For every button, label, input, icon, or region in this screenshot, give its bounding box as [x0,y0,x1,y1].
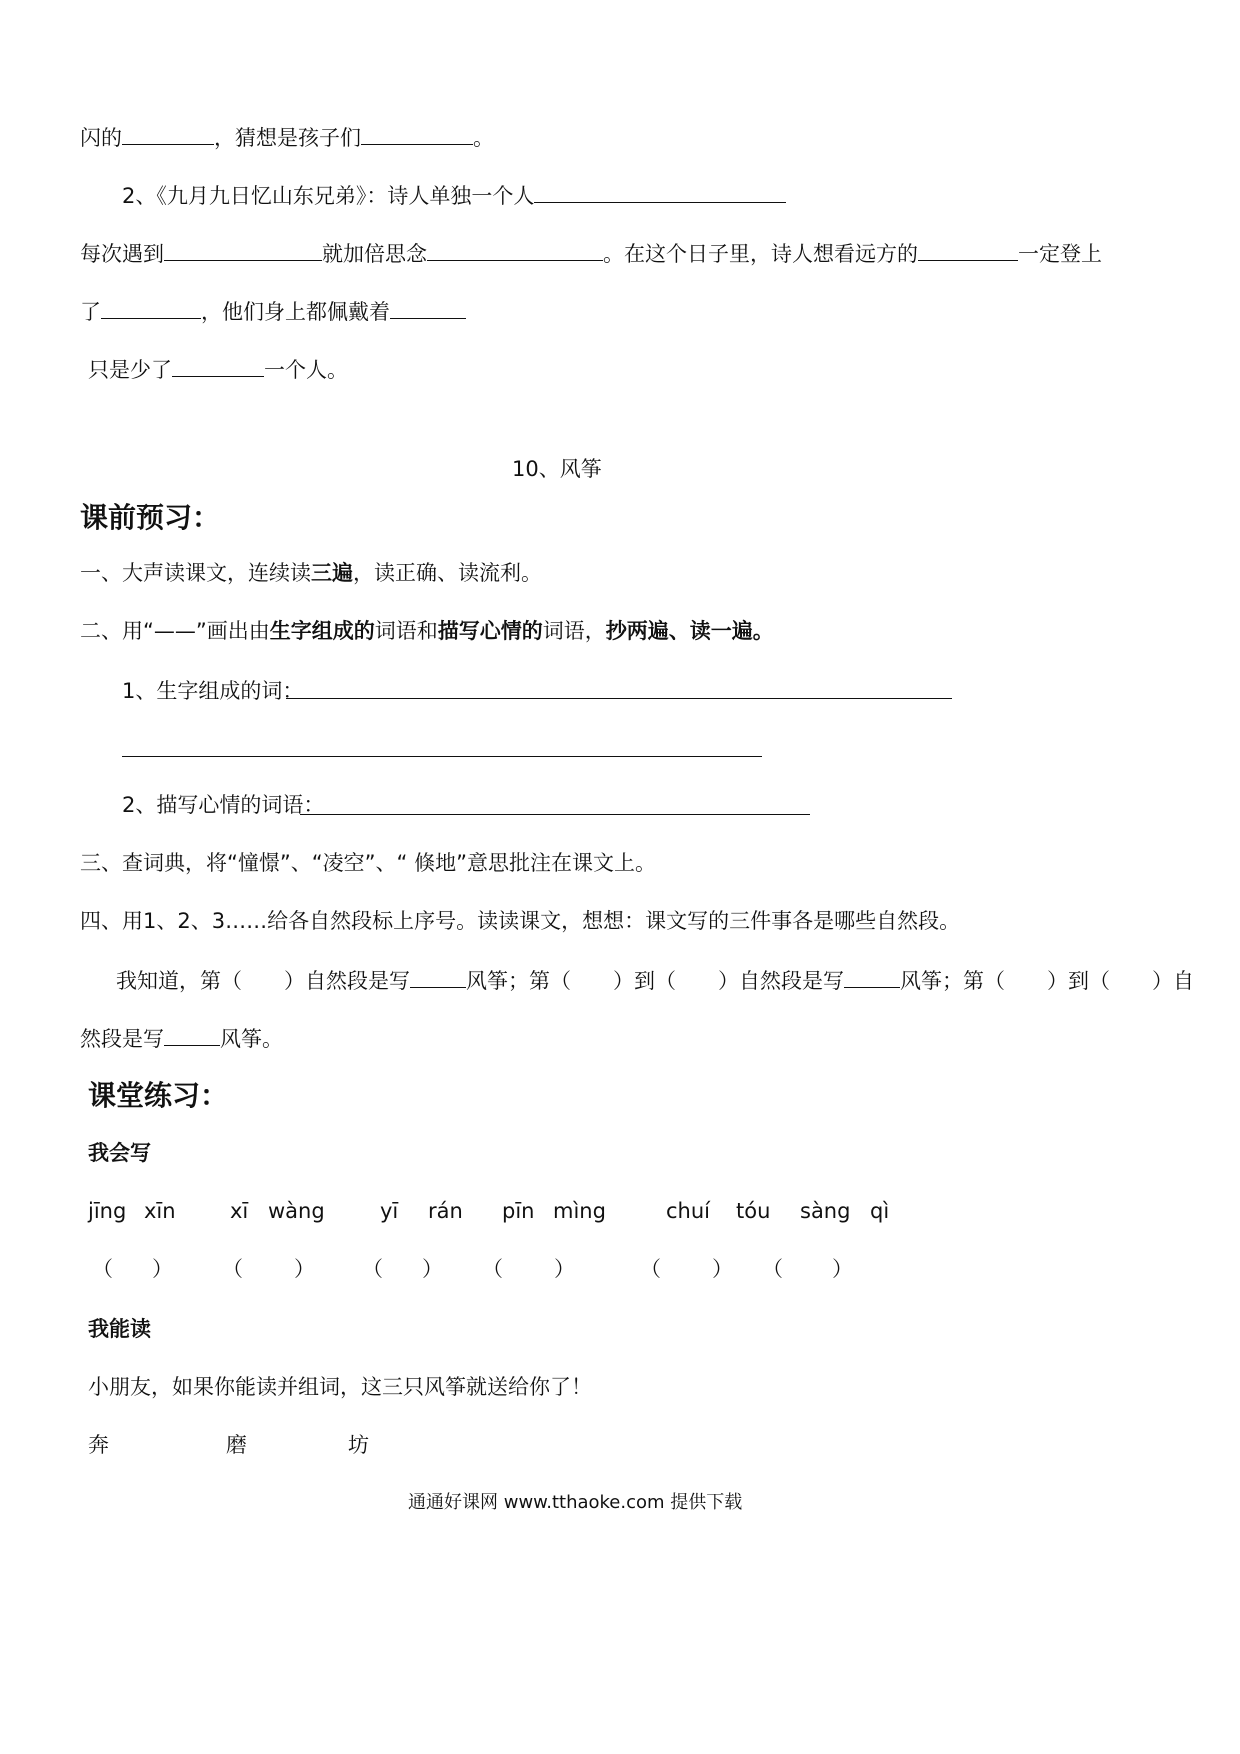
answer-line[interactable] [286,698,952,699]
emphasis-text: 描写心情的 [437,619,543,643]
text-segment: 我知道，第（ ）自然段是写 [116,969,410,993]
fill-line-4 [80,296,466,327]
preview-q4-fill-cont [80,1023,283,1054]
pinyin: rán [428,1199,463,1223]
answer-blank[interactable] [390,296,466,319]
answer-blank[interactable] [361,122,473,145]
footer-source: 通通好课网 www.tthaoke.com 提供下载 [408,1492,743,1513]
text-segment: 。在这个日子里，诗人想看远方的 [603,242,918,266]
answer-paren-open[interactable]: （ [222,1257,243,1281]
text-segment: 就加倍思念 [322,242,427,266]
kite-char: 坊 [348,1433,369,1457]
practice-heading: 课堂练习： [88,1079,229,1112]
pinyin: qì [870,1199,890,1223]
preview-q2-1-label: 1、生字组成的词： [122,679,304,703]
answer-paren-close: ） [554,1257,575,1281]
text-segment: 。 [473,126,494,150]
pinyin: xīn [144,1199,176,1223]
kite-char: 奔 [88,1433,109,1457]
fill-line-2 [122,180,786,211]
answer-blank[interactable] [427,238,603,261]
answer-paren-close: ） [152,1257,173,1281]
text-segment: 2、《九月九日忆山东兄弟》：诗人单独一个人 [122,184,535,208]
answer-paren-close: ） [712,1257,733,1281]
pinyin: tóu [736,1199,771,1223]
pinyin: xī [230,1199,249,1223]
text-segment: ，他们身上都佩戴着 [201,300,390,324]
answer-paren-close: ） [294,1257,315,1281]
answer-paren-open[interactable]: （ [362,1257,383,1281]
answer-blank[interactable] [101,296,201,319]
pinyin: yī [380,1199,399,1223]
pinyin: pīn [502,1199,535,1223]
text-segment: 闪的 [80,126,122,150]
fill-line-5 [88,354,348,385]
preview-q4: 四、用1、2、3……给各自然段标上序号。读读课文，想想：课文写的三件事各是哪些自然段。 [80,909,961,933]
text-segment: 词语和 [374,619,438,643]
pinyin: mìng [553,1199,606,1223]
text-segment: 风筝；第（ ）到（ ）自然段是写 [466,969,844,993]
preview-q2 [80,616,774,646]
pinyin: sàng [800,1199,851,1223]
pinyin: chuí [666,1199,710,1223]
answer-blank[interactable] [534,180,786,203]
answer-line[interactable] [300,814,810,815]
answer-blank[interactable] [172,354,264,377]
text-segment: 一个人。 [264,358,348,382]
text-segment: ，读正确、读流利。 [353,561,542,585]
text-segment: 每次遇到 [80,242,164,266]
text-segment: 只是少了 [88,358,172,382]
text-segment: 风筝。 [220,1027,283,1051]
answer-line[interactable] [122,756,762,757]
text-segment: ，猜想是孩子们 [214,126,361,150]
answer-paren-close: ） [832,1257,853,1281]
preview-q3: 三、查词典，将“憧憬”、“凌空”、“ 倏地”意思批注在课文上。 [80,851,656,875]
kite-char: 磨 [226,1433,247,1457]
preview-q2-2-label: 2、描写心情的词语： [122,793,325,817]
answer-paren-open[interactable]: （ [640,1257,661,1281]
preview-q1 [80,558,542,588]
pinyin: jīng [88,1199,127,1223]
answer-blank[interactable] [164,1023,220,1046]
read-section-title: 我能读 [88,1317,151,1341]
preview-q4-fill [116,965,1194,996]
emphasis-text: 三遍 [311,561,353,585]
answer-paren-close: ） [422,1257,443,1281]
text-segment: 一、大声读课文，连续读 [80,561,311,585]
answer-blank[interactable] [164,238,322,261]
text-segment: 风筝；第（ ）到（ ）自 [900,969,1194,993]
answer-paren-open[interactable]: （ [762,1257,783,1281]
answer-blank[interactable] [410,965,466,988]
fill-line-1 [80,122,494,153]
answer-blank[interactable] [844,965,900,988]
emphasis-text: 抄两遍、读一遍。 [605,619,774,643]
fill-line-3 [80,238,1102,269]
read-intro: 小朋友，如果你能读并组词，这三只风筝就送给你了！ [88,1375,592,1399]
text-segment: 词语， [542,619,606,643]
answer-blank[interactable] [918,238,1018,261]
text-segment: 了 [80,300,101,324]
emphasis-text: 生字组成的 [269,619,375,643]
answer-blank[interactable] [122,122,214,145]
text-segment: 二、用“——”画出由 [80,619,270,643]
lesson-title: 10、风筝 [512,457,602,481]
text-segment: 然段是写 [80,1027,164,1051]
pinyin: wàng [268,1199,325,1223]
answer-paren-open[interactable]: （ [482,1257,503,1281]
write-section-title: 我会写 [88,1141,151,1165]
preview-heading: 课前预习： [80,501,221,534]
text-segment: 一定登上 [1018,242,1102,266]
answer-paren-open[interactable]: （ [92,1257,113,1281]
